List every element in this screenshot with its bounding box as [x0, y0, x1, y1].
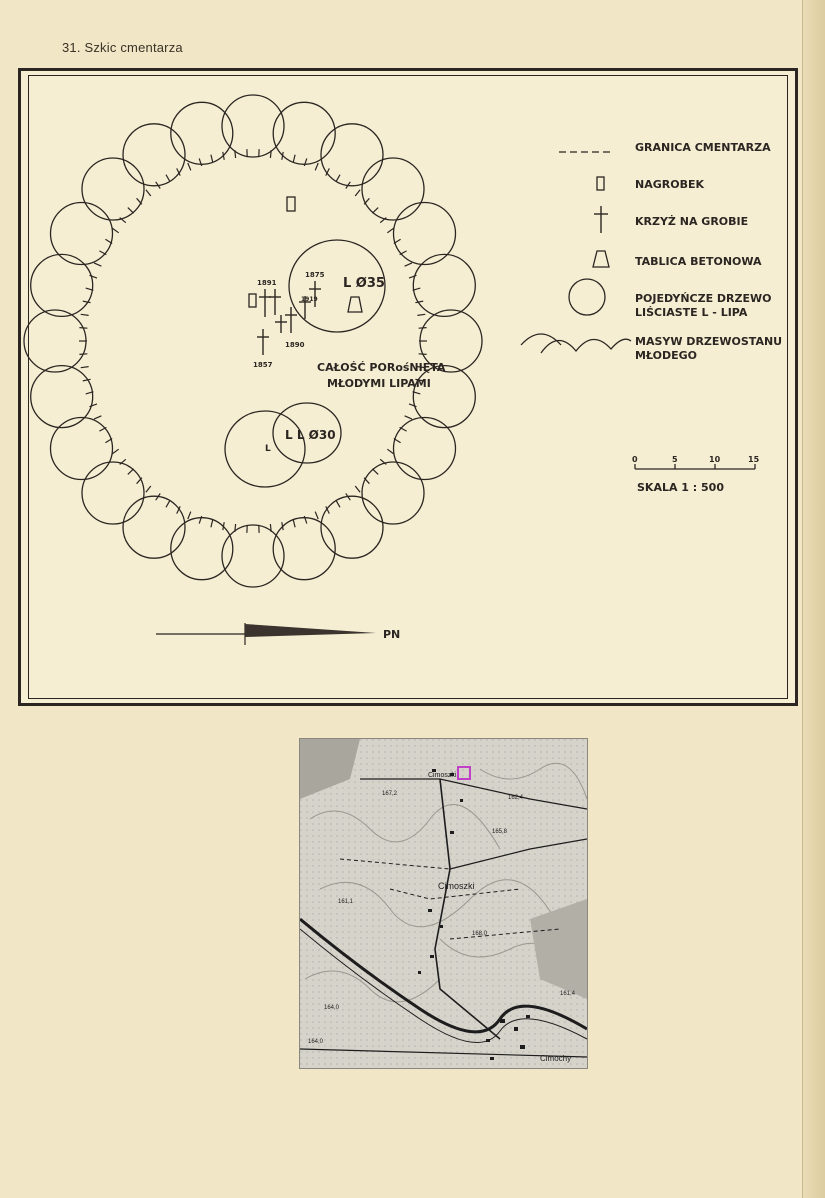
legend-label-tombstone: NAGROBEK: [635, 178, 704, 191]
map-label-height-4: 161,1: [338, 899, 354, 905]
forest-legend-icon: [521, 334, 631, 353]
tree-ring-circle: [51, 203, 113, 265]
boundary-tick: [223, 522, 224, 530]
sketch-drawing: [21, 71, 801, 709]
boundary-tick: [415, 301, 423, 303]
boundary-tick: [112, 449, 119, 454]
boundary-tick: [409, 275, 417, 278]
boundary-tick: [282, 522, 283, 530]
boundary-tick: [79, 328, 87, 329]
boundary-tick: [293, 520, 295, 528]
year-label-1: 1891: [257, 279, 277, 287]
legend-label-tablet: TABLICA BETONOWA: [635, 255, 762, 268]
boundary-tick: [90, 404, 98, 407]
boundary-tick: [235, 524, 236, 532]
boundary-tick: [405, 263, 412, 266]
tree-ring-circle: [413, 254, 475, 316]
boundary-tick: [79, 354, 87, 355]
tree-ring-circle: [82, 462, 144, 524]
boundary-tick: [387, 228, 394, 233]
boundary-tick: [81, 314, 89, 315]
cemetery-boundary: [79, 149, 427, 533]
tree-ring-circle: [24, 310, 86, 372]
map-label-height-5: 168,0: [472, 931, 488, 937]
tree-label-2-sub: L: [265, 444, 271, 454]
boundary-tick: [166, 175, 170, 182]
boundary-tick: [81, 367, 89, 368]
boundary-tick: [211, 155, 213, 163]
legend-label-boundary: GRANICA CMENTARZA: [635, 141, 771, 154]
boundary-tick: [128, 208, 134, 214]
map-label-height-8: 164,0: [308, 1039, 324, 1045]
year-label-2: 1875: [305, 271, 325, 279]
legend-label-forest-2: MŁODEGO: [635, 349, 697, 362]
map-label-height-7: 164,0: [324, 1005, 340, 1011]
boundary-tick: [419, 354, 427, 355]
tree-ring-circle: [321, 496, 383, 558]
boundary-tick: [112, 228, 119, 233]
boundary-tick: [270, 524, 271, 532]
tree-ring-circle: [362, 158, 424, 220]
boundary-tick: [146, 486, 151, 492]
tree-ring-circle: [82, 158, 144, 220]
scale-tick-0: 0: [632, 455, 638, 464]
boundary-tick: [270, 150, 271, 158]
tree-ring-circle: [413, 366, 475, 428]
map-label-village-top: Cimoszki: [428, 772, 457, 779]
map-drawing: [300, 739, 587, 1068]
tablet-legend-icon: [593, 251, 609, 267]
scale-tick-15: 15: [748, 455, 760, 464]
legend: [521, 141, 782, 494]
boundary-tick: [417, 314, 425, 315]
boundary-tick: [315, 163, 318, 170]
scale-tick-10: 10: [709, 455, 721, 464]
cross-legend-icon: [594, 206, 608, 233]
north-label: PN: [383, 628, 401, 641]
tree-legend-icon: [569, 279, 605, 315]
map-label-height-3: 165,8: [492, 829, 508, 835]
boundary-tick: [188, 163, 191, 170]
tree-ring-circle: [394, 203, 456, 265]
topographic-map-inset: [299, 738, 588, 1069]
boundary-tick: [166, 500, 170, 507]
north-arrow-icon: [156, 623, 376, 645]
boundary-tick: [282, 152, 283, 160]
boundary-tick: [211, 520, 213, 528]
tree-ring-circle: [31, 366, 93, 428]
boundary-tick: [336, 500, 340, 507]
boundary-tick: [94, 263, 101, 266]
scale-tick-5: 5: [672, 455, 678, 464]
tree-ring-circle: [31, 254, 93, 316]
boundary-tick: [409, 404, 417, 407]
boundary-tick: [188, 512, 191, 519]
scale-bar-icon: [635, 464, 755, 469]
boundary-tick: [128, 469, 134, 475]
boundary-tick: [387, 449, 394, 454]
tombstone-legend-icon: [597, 177, 604, 190]
legend-label-cross: KRZYŻ NA GROBIE: [635, 215, 749, 228]
year-label-3: 1919: [301, 296, 318, 303]
boundary-tick: [419, 328, 427, 329]
legend-label-tree-2: LIŚCIASTE L - LIPA: [635, 306, 748, 319]
concrete-tablet-icon: [348, 297, 362, 312]
boundary-tick: [355, 190, 360, 196]
tree-ring: [24, 95, 482, 587]
year-label-4: 1890: [285, 341, 305, 349]
boundary-tick: [405, 416, 412, 419]
tombstone-icon: [287, 197, 295, 211]
boundary-tick: [83, 379, 91, 381]
boundary-tick: [372, 208, 378, 214]
vegetation-label-line-2: MŁODYMI LIPAMI: [327, 377, 431, 390]
boundary-tick: [293, 155, 295, 163]
year-label-5: 1857: [253, 361, 273, 369]
legend-label-forest-1: MASYW DRZEWOSTANU: [635, 335, 783, 348]
page-caption: 31. Szkic cmentarza: [62, 40, 183, 55]
map-label-height-2: 162,4: [508, 795, 524, 801]
legend-label-tree-1: POJEDYŃCZE DRZEWO: [635, 292, 772, 305]
tree-ring-circle: [321, 124, 383, 186]
boundary-tick: [90, 275, 98, 278]
boundary-tick: [336, 175, 340, 182]
boundary-tick: [235, 150, 236, 158]
map-label-height-1: 167,2: [382, 791, 398, 797]
scale-label: SKALA 1 : 500: [637, 481, 724, 494]
map-label-village-mid: Cimoszki: [438, 881, 475, 891]
boundary-tick: [315, 512, 318, 519]
tree-ring-circle: [362, 462, 424, 524]
tree-ring-circle: [51, 418, 113, 480]
boundary-tick: [355, 486, 360, 492]
boundary-tick: [83, 301, 91, 303]
tree-label-1: L Ø35: [343, 276, 385, 291]
tree-ring-circle: [394, 418, 456, 480]
tree-label-2: L L Ø30: [285, 428, 336, 442]
boundary-tick: [146, 190, 151, 196]
map-label-village-bottom: Cimochy: [540, 1054, 572, 1063]
boundary-tick: [223, 152, 224, 160]
page-edge: [802, 0, 825, 1198]
boundary-tick: [372, 469, 378, 475]
cemetery-sketch: [18, 68, 798, 706]
tombstone-icon: [249, 294, 256, 307]
map-label-height-6: 161,4: [560, 991, 576, 997]
tree-ring-circle: [123, 496, 185, 558]
boundary-tick: [94, 416, 101, 419]
tree-ring-circle: [123, 124, 185, 186]
vegetation-label-line-1: CAŁOŚĆ PORośNIĘTA: [317, 361, 446, 374]
